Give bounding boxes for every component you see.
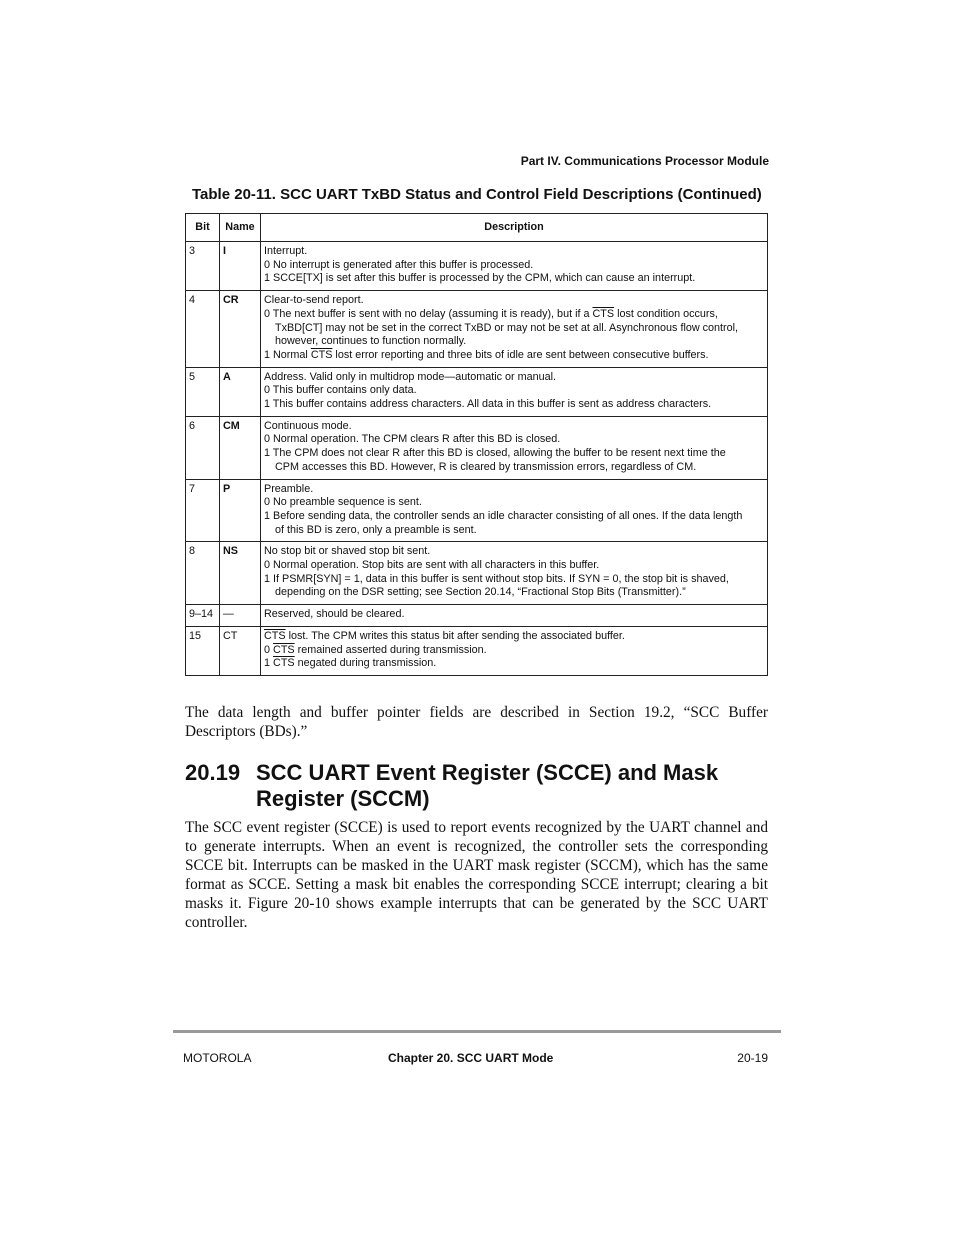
body-paragraph: The data length and buffer pointer fields are described in Section 19.2, “SCC Buffer Descriptors (BDs).” — [185, 704, 768, 740]
cts-signal: $\overline{CTS}$ — [592, 307, 615, 320]
footer-rule — [173, 1030, 781, 1033]
footer-publisher: MOTOROLA — [183, 1051, 252, 1065]
description-line — [264, 657, 764, 671]
description-line: Preamble. — [264, 482, 314, 495]
description-line: 1 The CPM does not clear R after this BD is closed, allowing the buffer to be resent next time the — [264, 447, 726, 460]
cts-signal: $\overline{CTS}$ — [273, 643, 295, 656]
bit-cell: 6 — [186, 416, 220, 479]
description-line: of this BD is zero, only a preamble is sent. — [275, 523, 477, 536]
name-cell: NS — [220, 542, 261, 605]
name-cell: CT — [220, 626, 261, 675]
table-row — [186, 242, 768, 291]
name-cell: CM — [220, 416, 261, 479]
column-header-description: Description — [261, 214, 768, 242]
description-line: 0 This buffer contains only data. — [264, 384, 417, 397]
description-line: 0 Normal operation. Stop bits are sent with all characters in this buffer. — [264, 559, 600, 572]
description-line: 1 Before sending data, the controller sends an idle character consisting of all ones. If the data length — [264, 509, 743, 522]
body-paragraph: The SCC event register (SCCE) is used to report events recognized by the UART channel and to generate interrupts. When an event is recognized, the controller sets the corresponding SCCE bit. Interrupts can be masked in the UART mask register (SCCM), which has the same format as SCCE. Setting a mask bit enables the corresponding SCCE interrupt; clearing a bit masks it. Figure 20-10 shows example interrupts that can be generated by the SCC UART controller. — [185, 819, 768, 931]
cts-signal: $\overline{CTS}$ — [264, 629, 286, 642]
section-heading — [185, 760, 768, 812]
table-caption: Table 20-11. SCC UART TxBD Status and Control Field Descriptions (Continued) — [192, 186, 762, 203]
description-line — [264, 630, 764, 644]
description-text: negated during transmission. — [294, 657, 437, 670]
description-text: lost condition occurs, — [614, 307, 718, 320]
description-line: depending on the DSR setting; see Section 20.14, “Fractional Stop Bits (Transmitter).” — [275, 586, 686, 599]
footer-chapter: Chapter 20. SCC UART Mode — [388, 1051, 554, 1065]
bit-cell: 9–14 — [186, 605, 220, 627]
bit-cell: 7 — [186, 479, 220, 542]
column-header-bit: Bit — [186, 214, 220, 242]
table-row — [186, 416, 768, 479]
description-text: 1 Normal — [264, 348, 311, 361]
description-line — [264, 644, 764, 658]
name-cell: A — [220, 367, 261, 416]
description-line — [264, 349, 764, 363]
description-text: lost. The CPM writes this status bit after sending the associated buffer. — [285, 629, 625, 642]
description-cell — [261, 367, 768, 416]
bit-cell: 3 — [186, 242, 220, 291]
section-title: SCC UART Event Register (SCCE) and Mask Register (SCCM) — [256, 760, 719, 811]
bit-cell: 5 — [186, 367, 220, 416]
description-text: 0 The next buffer is sent with no delay (assuming it is ready), but if a — [264, 307, 593, 320]
description-line: 0 Normal operation. The CPM clears R after this BD is closed. — [264, 433, 561, 446]
bit-cell: 4 — [186, 291, 220, 368]
running-head: Part IV. Communications Processor Module — [520, 154, 769, 168]
description-line: 1 This buffer contains address characters. All data in this buffer is sent as address characters. — [264, 398, 712, 411]
page-number: 20-19 — [737, 1051, 768, 1065]
description-line: Address. Valid only in multidrop mode—automatic or manual. — [264, 370, 557, 383]
bit-cell: 8 — [186, 542, 220, 605]
description-text: 0 — [264, 643, 274, 656]
description-line: 1 SCCE[TX] is set after this buffer is processed by the CPM, which can cause an interrupt. — [264, 272, 696, 285]
table-row — [186, 626, 768, 675]
name-cell: I — [220, 242, 261, 291]
description-cell — [261, 626, 768, 675]
description-line: TxBD[CT] may not be set in the correct TxBD or may not be set at all. Asynchronous flow control, — [275, 321, 739, 334]
description-line: 1 If PSMR[SYN] = 1, data in this buffer is sent without stop bits. If SYN = 0, the stop bit is shaved, — [264, 572, 729, 585]
description-line: 0 No preamble sequence is sent. — [264, 496, 422, 509]
description-cell — [261, 242, 768, 291]
table-header-row — [186, 214, 768, 242]
description-cell — [261, 542, 768, 605]
field-description-table — [185, 213, 768, 676]
description-cell — [261, 605, 768, 627]
description-line: CPM accesses this BD. However, R is cleared by transmission errors, regardless of CM. — [275, 460, 697, 473]
description-text: 1 — [264, 657, 274, 670]
description-line: however, continues to function normally. — [275, 335, 467, 348]
name-cell: P — [220, 479, 261, 542]
column-header-name: Name — [220, 214, 261, 242]
name-cell: — — [220, 605, 261, 627]
table-row — [186, 479, 768, 542]
bit-cell: 15 — [186, 626, 220, 675]
section-number: 20.19 — [185, 760, 241, 785]
description-cell — [261, 291, 768, 368]
cts-signal: $\overline{CTS}$ — [310, 348, 333, 361]
description-cell — [261, 479, 768, 542]
description-cell — [261, 416, 768, 479]
description-line: Continuous mode. — [264, 419, 352, 432]
name-cell: CR — [220, 291, 261, 368]
table-row — [186, 605, 768, 627]
description-line — [264, 308, 764, 322]
description-line: Clear-to-send report. — [264, 294, 364, 307]
table-row — [186, 367, 768, 416]
description-line: No stop bit or shaved stop bit sent. — [264, 545, 431, 558]
description-line: 0 No interrupt is generated after this buffer is processed. — [264, 258, 534, 271]
table-row — [186, 542, 768, 605]
description-text: lost error reporting and three bits of idle are sent between consecutive buffers. — [332, 348, 709, 361]
description-text: remained asserted during transmission. — [294, 643, 487, 656]
description-line: Reserved, should be cleared. — [264, 608, 405, 621]
cts-signal: $\overline{CTS}$ — [273, 657, 295, 670]
table-row — [186, 291, 768, 368]
description-line: Interrupt. — [264, 245, 308, 257]
